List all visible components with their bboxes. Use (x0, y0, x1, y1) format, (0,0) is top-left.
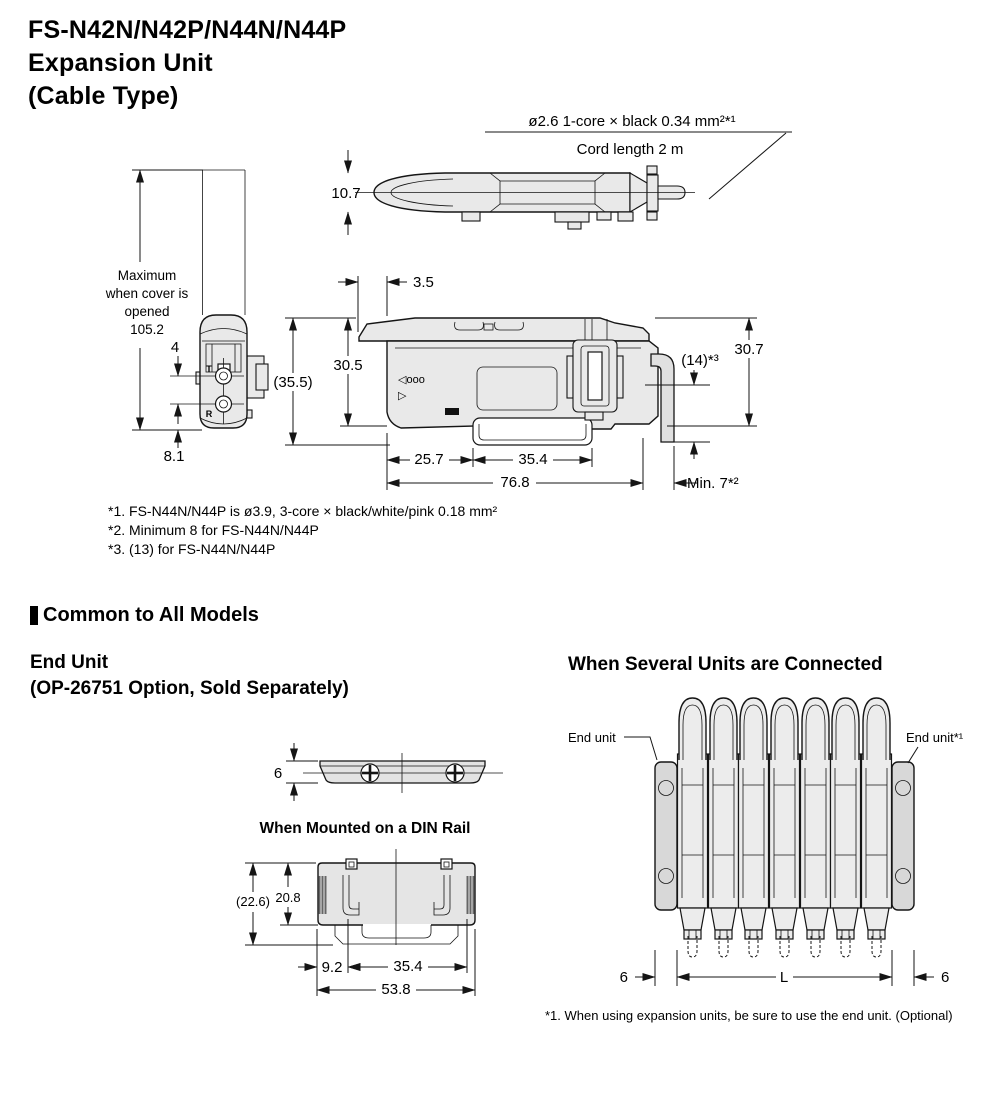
cover-opened-outline (203, 170, 246, 315)
dim-9-2-label: 9.2 (321, 959, 343, 976)
section-title: Common to All Models (43, 604, 259, 626)
dim-14-label: (14)*³ (681, 352, 719, 369)
end-unit-body (303, 753, 503, 793)
dim-6-left-label: 6 (619, 969, 628, 986)
section-bullet-icon (30, 606, 38, 625)
mount-foot (555, 212, 589, 222)
dim-bottom-offset (164, 430, 202, 465)
mode-mark (445, 408, 459, 415)
cover-note-line2: when cover is (105, 286, 189, 301)
end-unit-leader-left (568, 730, 657, 760)
cable-spec-label: ø2.6 1-core × black 0.34 mm²*¹ (528, 113, 736, 130)
end-unit-right-label: End unit*¹ (906, 730, 964, 745)
port-r-label: R (205, 409, 213, 419)
amplifier-unit (770, 698, 800, 957)
callout-leader-line (709, 133, 786, 199)
dim-l-label: L (779, 969, 789, 986)
dim-port-pitch (171, 339, 179, 424)
phillips-screw-icon (361, 764, 379, 782)
dim-76-8-label: 76.8 (500, 474, 530, 491)
port-t-label: T (206, 364, 212, 374)
dim-6-right-label: 6 (941, 969, 950, 986)
end-unit-subtitle: (OP-26751 Option, Sold Separately) (30, 678, 349, 699)
dim-3-5-label: 3.5 (413, 274, 434, 291)
mount-foot (618, 212, 633, 221)
dim-25-7-label: 25.7 (414, 451, 444, 468)
end-unit-title: End Unit (30, 652, 109, 673)
dim-35-4-label: 35.4 (518, 451, 548, 468)
mount-foot (597, 212, 611, 220)
footnote-3: *3. (13) for FS-N44N/N44P (108, 541, 276, 557)
rail-edge-left (320, 876, 326, 914)
mount-foot (462, 212, 480, 221)
cord-length-label: Cord length 2 m (576, 141, 684, 158)
dim-53-8-label: 53.8 (381, 981, 411, 998)
side-view-body (359, 318, 674, 445)
dim-20-8-label: 20.8 (275, 890, 301, 905)
top-view-body (355, 166, 695, 229)
amplifier-unit (739, 698, 769, 957)
din-rail-body (318, 849, 475, 945)
amplifier-unit (862, 698, 892, 957)
footnote-2: *2. Minimum 8 for FS-N44N/N44P (108, 522, 319, 538)
indicator-marks-icon: ◁ooo (398, 374, 425, 386)
dim-4-label: 4 (170, 339, 180, 356)
dim-35-5-label: (35.5) (273, 374, 313, 391)
dim-22-6-label: (22.6) (236, 894, 270, 909)
protective-cover (359, 318, 649, 341)
fiber-port-t (216, 368, 232, 384)
dim-cover-opened (105, 170, 203, 430)
indicator-mark2-icon: ▷ (398, 390, 407, 402)
amplifier-unit (801, 698, 831, 957)
dim-30-5-label: 30.5 (333, 357, 363, 374)
rail-edge-right (468, 876, 474, 914)
front-view-body (170, 315, 268, 428)
connected-units-view (540, 690, 1000, 990)
section-header (30, 604, 259, 627)
expansion-footnotes (108, 502, 497, 559)
phillips-screw-icon (446, 764, 464, 782)
end-plate-left (655, 762, 677, 910)
dim-10-7-label: 10.7 (331, 185, 361, 202)
dim-top-height (331, 150, 360, 235)
dim-30-7-label: 30.7 (734, 341, 764, 358)
dim-connected-row (620, 950, 950, 986)
dim-min-7-label: Min. 7*² (687, 475, 739, 492)
cover-note-line4: 105.2 (130, 322, 164, 337)
page-title-line1: FS-N42N/N42P/N44N/N44P (28, 16, 347, 44)
cover-note-line3: opened (124, 304, 170, 319)
end-unit-leader-right (906, 730, 964, 763)
din-rail-heading: When Mounted on a DIN Rail (259, 820, 471, 837)
side-view-drawing (255, 268, 780, 500)
amplifier-unit (709, 698, 739, 957)
amplifier-unit (678, 698, 708, 957)
din-rail-hook (473, 418, 592, 445)
top-view-drawing (285, 98, 800, 258)
cover-note-line1: Maximum (117, 268, 177, 283)
end-plate-right (892, 762, 914, 910)
connected-units-footnote: *1. When using expansion units, be sure to use the end unit. (Optional) (545, 1008, 953, 1023)
amplifier-unit (831, 698, 861, 957)
mount-foot (568, 222, 581, 229)
dim-end-unit-height (274, 743, 318, 801)
fiber-port-r (216, 396, 232, 412)
end-unit-top-view (228, 735, 513, 820)
page-title-line2: Expansion Unit (28, 49, 213, 77)
page-title-line3: (Cable Type) (28, 82, 179, 110)
end-unit-left-label: End unit (568, 730, 616, 745)
dim-6-label: 6 (273, 765, 283, 782)
end-unit-heading (30, 650, 349, 702)
din-rail-view (212, 845, 507, 1010)
connected-units-heading: When Several Units are Connected (568, 654, 883, 675)
footnote-1: *1. FS-N44N/N44P is ø3.9, 3-core × black/white/pink 0.18 mm² (108, 503, 498, 519)
dim-35-4-din-label: 35.4 (393, 958, 423, 975)
dim-8-1-label: 8.1 (163, 448, 185, 465)
